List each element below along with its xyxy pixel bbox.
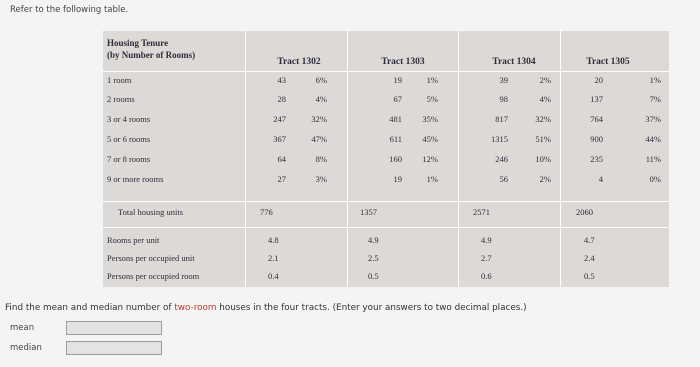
count-cell: 64	[277, 154, 286, 164]
stat-label: Persons per occupied unit	[107, 253, 195, 263]
count-cell: 481	[389, 114, 402, 124]
percent-cell: 8%	[315, 154, 327, 164]
stat-cell: 2.4	[584, 253, 595, 263]
total-cell: 1357	[360, 207, 377, 217]
row-label: 9 or more rooms	[107, 174, 164, 184]
percent-cell: 32%	[311, 114, 327, 124]
mean-input[interactable]	[66, 321, 162, 335]
question-highlight: two-room	[174, 303, 217, 313]
count-cell: 28	[277, 94, 286, 104]
count-cell: 817	[495, 114, 508, 124]
total-cell: 2060	[576, 207, 593, 217]
count-cell: 246	[495, 154, 508, 164]
count-cell: 27	[277, 174, 286, 184]
stat-cell: 0.5	[584, 271, 595, 281]
median-input[interactable]	[66, 341, 162, 355]
count-cell: 160	[389, 154, 402, 164]
count-cell: 19	[393, 174, 402, 184]
percent-cell: 35%	[422, 114, 438, 124]
prompt-text: Refer to the following table.	[10, 5, 129, 15]
percent-cell: 3%	[315, 174, 327, 184]
percent-cell: 1%	[426, 75, 438, 85]
percent-cell: 1%	[426, 174, 438, 184]
count-cell: 764	[590, 114, 603, 124]
row-label: 1 room	[107, 75, 132, 85]
percent-cell: 45%	[422, 134, 438, 144]
percent-cell: 44%	[645, 134, 661, 144]
tract-header: Tract 1305	[586, 57, 630, 67]
percent-cell: 7%	[649, 94, 661, 104]
count-cell: 67	[393, 94, 402, 104]
count-cell: 98	[499, 94, 508, 104]
count-cell: 235	[590, 154, 603, 164]
column-separator	[458, 31, 459, 287]
percent-cell: 4%	[315, 94, 327, 104]
stat-cell: 4.9	[481, 235, 492, 245]
count-cell: 247	[273, 114, 286, 124]
row-label: 5 or 6 rooms	[107, 134, 151, 144]
stat-cell: 0.5	[368, 271, 379, 281]
question-text: Find the mean and median number of two-room houses in the four tracts. (Enter your answers to two decimal places.)	[5, 303, 527, 313]
percent-cell: 6%	[315, 75, 327, 85]
stat-cell: 0.6	[481, 271, 492, 281]
stat-cell: 0.4	[268, 271, 279, 281]
column-separator	[347, 31, 348, 287]
percent-cell: 5%	[426, 94, 438, 104]
stat-cell: 4.7	[584, 235, 595, 245]
percent-cell: 47%	[311, 134, 327, 144]
percent-cell: 10%	[535, 154, 551, 164]
total-cell: 2571	[473, 207, 490, 217]
column-separator	[245, 31, 246, 287]
percent-cell: 12%	[422, 154, 438, 164]
row-separator	[103, 201, 669, 202]
percent-cell: 0%	[649, 174, 661, 184]
percent-cell: 11%	[645, 154, 661, 164]
median-label: median	[10, 343, 42, 353]
tract-header: Tract 1302	[277, 57, 321, 67]
stat-cell: 4.9	[368, 235, 379, 245]
count-cell: 20	[594, 75, 603, 85]
count-cell: 137	[590, 94, 603, 104]
housing-table	[103, 31, 669, 287]
row-separator	[103, 227, 669, 228]
percent-cell: 32%	[535, 114, 551, 124]
row-label: 3 or 4 rooms	[107, 114, 151, 124]
total-cell: 776	[260, 207, 273, 217]
stat-cell: 4.8	[268, 235, 279, 245]
count-cell: 1315	[491, 134, 508, 144]
percent-cell: 37%	[645, 114, 661, 124]
mean-label: mean	[10, 323, 35, 333]
count-cell: 56	[499, 174, 508, 184]
percent-cell: 1%	[649, 75, 661, 85]
count-cell: 19	[393, 75, 402, 85]
percent-cell: 2%	[539, 75, 551, 85]
percent-cell: 51%	[535, 134, 551, 144]
count-cell: 900	[590, 134, 603, 144]
row-separator	[103, 71, 669, 72]
total-label: Total housing units	[118, 207, 184, 217]
stat-cell: 2.7	[481, 253, 492, 263]
tract-header: Tract 1304	[492, 57, 536, 67]
count-cell: 43	[277, 75, 286, 85]
count-cell: 4	[598, 174, 603, 184]
stat-label: Persons per occupied room	[107, 271, 200, 281]
percent-cell: 2%	[539, 174, 551, 184]
row-label: 7 or 8 rooms	[107, 154, 151, 164]
stat-cell: 2.1	[268, 253, 279, 263]
count-cell: 39	[499, 75, 508, 85]
stat-cell: 2.5	[368, 253, 379, 263]
tract-header: Tract 1303	[381, 57, 425, 67]
percent-cell: 4%	[539, 94, 551, 104]
column-separator	[560, 31, 561, 287]
table-header-label: Housing Tenure (by Number of Rooms)	[107, 38, 196, 60]
stat-label: Rooms per unit	[107, 235, 160, 245]
row-label: 2 rooms	[107, 94, 135, 104]
count-cell: 611	[389, 134, 402, 144]
count-cell: 367	[273, 134, 286, 144]
